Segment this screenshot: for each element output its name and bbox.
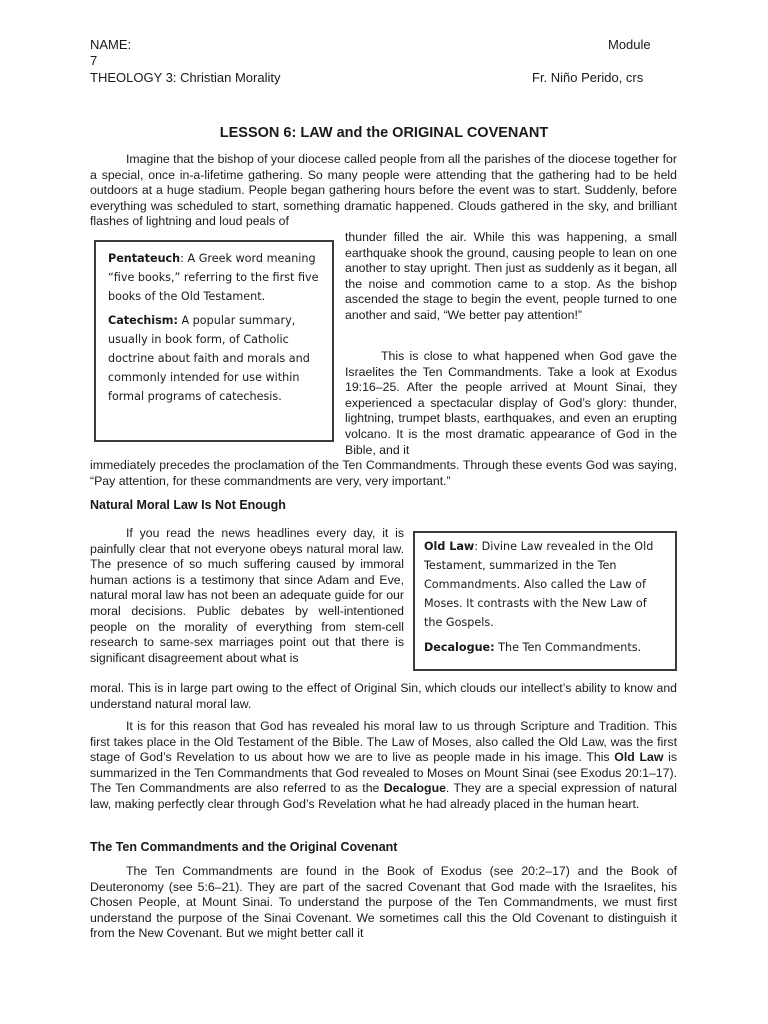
course-title: THEOLOGY 3: Christian Morality	[90, 70, 281, 85]
intro-paragraph-1-continued: thunder filled the air. While this was happening, a small earthquake shook the ground, causing people to lean on one another to stay upright. Then just as suddenly as it began, all the noise and commotion came to a stop. As the bishop ascended the stage to begin the event, people turned to one another and said, “We better pay attention!”	[345, 230, 677, 322]
glossary-box-1	[94, 240, 334, 442]
name-label: NAME:	[90, 37, 132, 52]
glossary-def-decalogue: The Ten Commandments.	[494, 641, 642, 654]
module-label: Module	[608, 37, 651, 52]
natural-law-paragraph-1-continued: moral. This is in large part owing to the effect of Original Sin, which clouds our intellect’s ability to know and understand natural moral law.	[90, 681, 677, 711]
intro-paragraph-2-continued: immediately precedes the proclamation of the Ten Commandments. Through these events God was saying, “Pay attention, for these commandments are very, very important.”	[90, 458, 677, 488]
glossary-term-catechism: Catechism:	[108, 314, 178, 327]
section-heading-natural-moral-law: Natural Moral Law Is Not Enough	[90, 498, 286, 512]
glossary-def-pentateuch: : A Greek word meaning “five books,” referring to the first five books of the Old Testament.	[108, 252, 319, 303]
module-number: 7	[90, 53, 98, 68]
instructor-name: Fr. Niño Perido, crs	[532, 70, 644, 85]
glossary-box-2	[413, 531, 677, 671]
glossary-term-pentateuch: Pentateuch	[108, 252, 181, 265]
glossary-term-decalogue: Decalogue:	[424, 641, 495, 654]
lesson-title: LESSON 6: LAW and the ORIGINAL COVENANT	[219, 125, 549, 141]
keyword-decalogue: Decalogue	[383, 781, 446, 796]
section-heading-ten-commandments: The Ten Commandments and the Original Covenant	[90, 840, 398, 854]
glossary-def-old-law: : Divine Law revealed in the Old Testament, summarized in the Ten Commandments. Also called the Law of Moses. It contrasts with the New Law of the Gospels.	[424, 540, 654, 629]
intro-paragraph-1: Imagine that the bishop of your diocese called people from all the parishes of the diocese together for a special, once in-a-lifetime gathering. So many people were attending that the gathering had to be held outdoors at a huge stadium. People began gathering hours before the event was to start. Suddenly, before everything was scheduled to start, something dramatic happened. Clouds gathered in the sky, and brilliant flashes of lightning and loud peals of	[90, 152, 677, 229]
glossary-term-old-law: Old Law	[424, 540, 475, 553]
ten-commandments-paragraph-1: The Ten Commandments are found in the Book of Exodus (see 20:2–17) and the Book of Deuteronomy (see 5:6–21). They are part of the sacred Covenant that God made with the Israelites, his Chosen People, at Mount Sinai. To understand the purpose of the Ten Commandments, we must first understand the purpose of the Sinai Covenant. We sometimes call this the Old Covenant to distinguish it from the New Covenant. But we might better call it	[90, 864, 677, 941]
keyword-old-law: Old Law	[614, 750, 664, 765]
natural-law-paragraph-1: If you read the news headlines every day, it is painfully clear that not everyone obeys natural moral law. The presence of so much suffering caused by immoral human actions is a testimony that since Adam and Eve, natural moral law has not been an adequate guide for our moral decisions. Public debates by well-intentioned people on the morality of everything from stem-cell research to same-sex marriages point out that there is significant disagreement about what is	[90, 526, 404, 665]
intro-paragraph-2: This is close to what happened when God gave the Israelites the Ten Commandments. Take a look at Exodus 19:16–25. After the people arrived at Mount Sinai, they experienced a spectacular display of God’s glory: thunder, lightning, trumpet blasts, earthquakes, and even an erupting volcano. It is the most dramatic appearance of God in the Bible, and it	[345, 349, 677, 457]
natural-law-paragraph-2: It is for this reason that God has revealed his moral law to us through Scripture and Tradition. This first takes place in the Old Testament of the Bible. The Law of Moses, also called the Old Law, was the first stage of God’s Revelation to us about how we are to live as people made in his image. This Old Law is summarized in the Ten Commandments that God revealed to Moses on Mount Sinai (see Exodus 20:1–17). The Ten Commandments are also referred to as the Decalogue. They are a special expression of natural law, making perfectly clear through God’s Revelation what he had already placed in the human heart.	[90, 719, 677, 811]
glossary-def-catechism: A popular summary, usually in book form, of Catholic doctrine about faith and morals and commonly intended for use within formal programs of catechesis.	[108, 314, 310, 403]
